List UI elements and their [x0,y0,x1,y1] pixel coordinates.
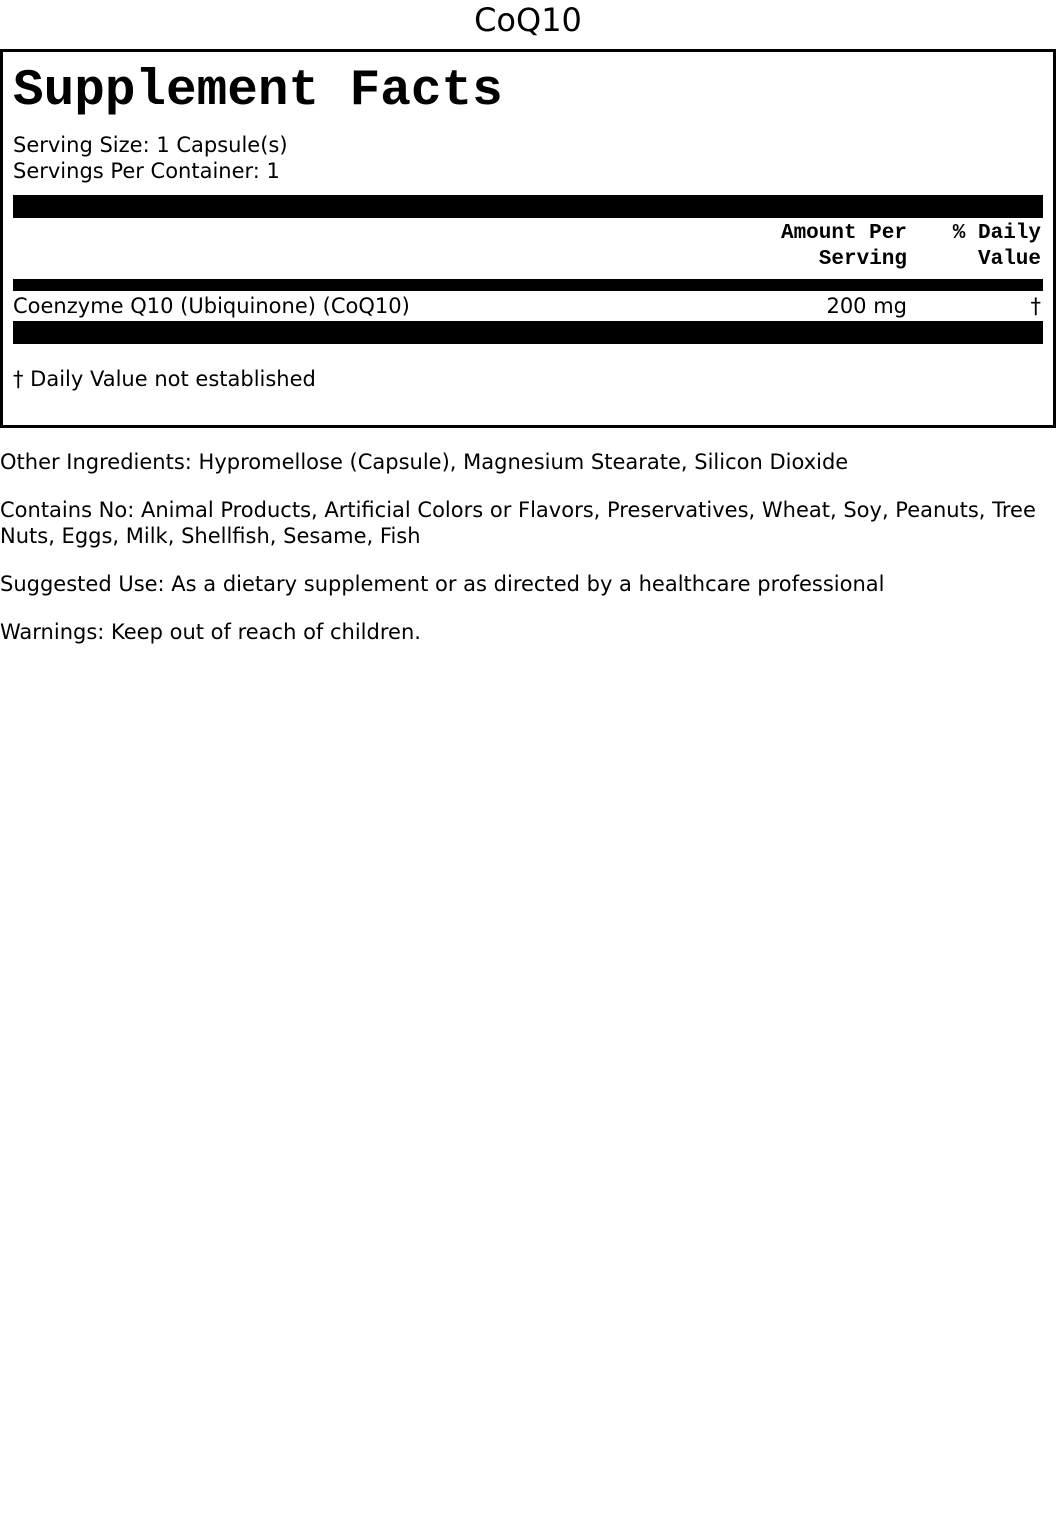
servings-per-container: Servings Per Container: 1 [13,159,280,183]
facts-heading: Supplement Facts [13,63,503,120]
warnings: Warnings: Keep out of reach of children. [0,620,421,644]
serving-info [13,132,1043,184]
nutrient-name: Coenzyme Q10 (Ubiquinone) (CoQ10) [13,294,410,318]
daily-value-header [907,221,1043,273]
nutrient-row [13,291,1043,321]
nutrient-amount: 200 mg [826,294,907,318]
amount-per-serving-header [607,221,907,273]
suggested-use: Suggested Use: As a dietary supplement or as directed by a healthcare professional [0,572,885,596]
column-headers [13,218,1043,279]
serving-size: Serving Size: 1 Capsule(s) [13,133,288,157]
divider-bar-top [13,195,1043,218]
label-text-section [0,449,1056,667]
amount-header-line1: Amount Per [780,222,907,245]
dv-header-line2: Value [977,248,1041,271]
contains-no: Contains No: Animal Products, Artificial Colors or Flavors, Preservatives, Wheat, Soy, Peanuts, Tree Nuts, Eggs, Milk, Shellfish, Sesame, Fish [0,498,1036,548]
nutrient-daily-value: † [1030,294,1041,318]
supplement-facts-panel [0,49,1056,428]
dv-header-line1: % Daily [952,222,1041,245]
product-title: CoQ10 [474,1,582,39]
divider-bar-middle [13,279,1043,291]
divider-bar-bottom [13,321,1043,344]
amount-header-line2: Serving [818,248,907,271]
daily-value-footnote: † Daily Value not established [13,367,316,391]
other-ingredients: Other Ingredients: Hypromellose (Capsule), Magnesium Stearate, Silicon Dioxide [0,450,849,474]
